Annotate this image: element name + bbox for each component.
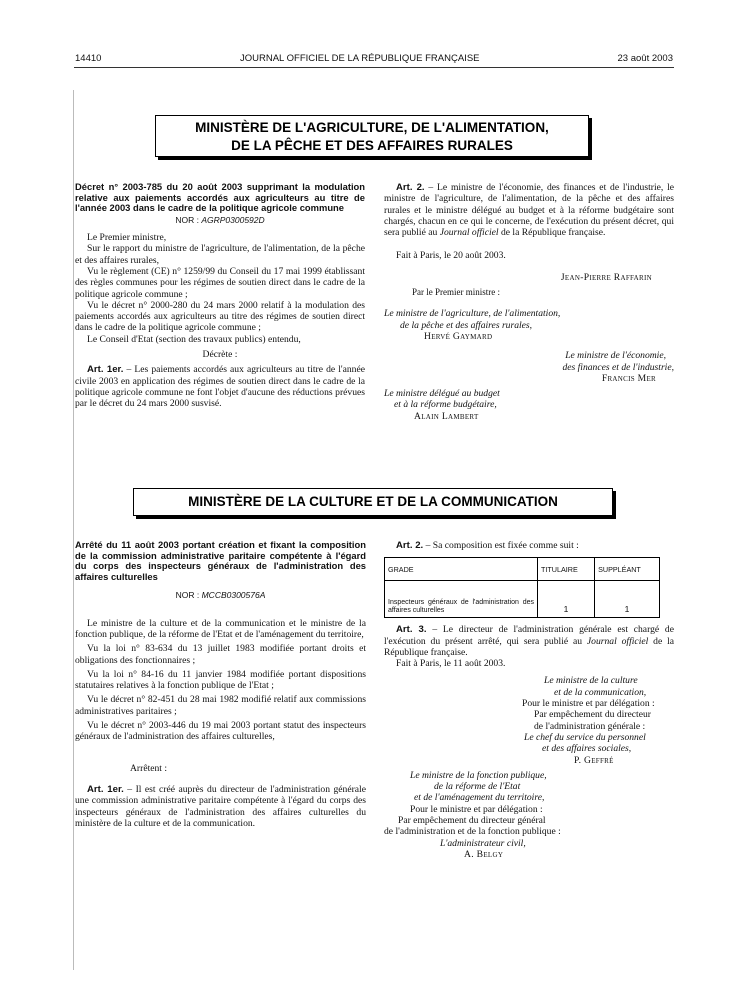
arrete-nor: NOR : MCCB0300576A	[175, 590, 266, 601]
table-header: TITULAIRE	[538, 558, 595, 581]
decree-title: Décret n° 2003-785 du 20 août 2003 supprimant la modulation relative aux paiements accordés aux agriculteurs au titre de l'année 2003 dans le cadre de la politique agricole commune	[75, 181, 365, 214]
arrete-title: Arrêté du 11 août 2003 portant création et fixant la composition de la commission administrative paritaire compétente à l'égard du corps des inspecteurs généraux de l'administration des affaires culturelles	[75, 539, 366, 582]
decree-left-column	[75, 182, 365, 410]
journal-title: JOURNAL OFFICIEL DE LA RÉPUBLIQUE FRANÇAISE	[240, 53, 480, 64]
signature-agriculture: Le ministre de l'agriculture, de l'alimentation, de la pêche et des affaires rurales, Hervé Gaymard	[384, 308, 561, 342]
decree-article-1: Art. 1er. – Les paiements accordés aux agriculteurs au titre de l'année civile 2003 en application des régimes de soutien direct dans le cadre de la politique agricole commune ne font l'objet d'aucune des réductions prévues par le décret du 24 mars 2000 susvisé.	[75, 364, 365, 410]
decree-fait: Fait à Paris, le 20 août 2003.	[396, 250, 506, 262]
table-header: SUPPLÉANT	[595, 558, 660, 581]
signature-budget: Le ministre délégué au budget et à la réforme budgétaire, Alain Lambert	[384, 388, 500, 422]
signature-fonction-publique: Le ministre de la fonction publique, de la réforme de l'Etat et de l'aménagement du territoire, Pour le ministre et par délégation : Par empêchement du directeur général de l'administration et de la fonction publique : L'administrateur civil, A. Belgy	[384, 769, 561, 860]
arrete-article-2: Art. 2. – Sa composition est fixée comme suit :	[396, 540, 579, 551]
decree-para: Sur le rapport du ministre de l'agriculture, de l'alimentation, de la pêche et des affaires rurales,	[75, 243, 365, 266]
ministry-culture-box	[133, 488, 613, 516]
arrete-left-column	[75, 540, 366, 829]
decree-nor: NOR : AGRP0300592D	[175, 214, 265, 225]
arrete-right-column	[384, 540, 674, 860]
decree-para: Le Premier ministre,	[87, 232, 167, 244]
decree-para: Vu le règlement (CE) n° 1259/99 du Conseil du 17 mai 1999 établissant des règles communes pour les régimes de soutien direct dans le cadre de la politique agricole commune ;	[75, 265, 365, 300]
ministry-culture-title: MINISTÈRE DE LA CULTURE ET DE LA COMMUNICATION	[188, 494, 558, 509]
arrete-para: Le ministre de la culture et de la communication et le ministre de la fonction publique, de la réforme de l'Etat et de l'aménagement du territoire,	[75, 617, 366, 640]
arrete-para: Vu le décret n° 82-451 du 28 mai 1982 modifié relatif aux commissions administratives paritaires ;	[75, 694, 366, 717]
arrete-fait: Fait à Paris, le 11 août 2003.	[396, 658, 506, 670]
ministry-agriculture-line2: DE LA PÊCHE ET DES AFFAIRES RURALES	[231, 138, 513, 153]
page-number: 14410	[75, 53, 102, 64]
decree-para: Vu le décret n° 2000-280 du 24 mars 2000 relatif à la modulation des paiements accordés aux agriculteurs au titre des régimes de soutien direct dans le cadre de la politique agricole commune ;	[75, 299, 365, 334]
decree-para: Le Conseil d'Etat (section des travaux publics) entendu,	[87, 333, 301, 345]
composition-table	[384, 557, 660, 618]
decree-article-2: Art. 2. – Le ministre de l'économie, des finances et de l'industrie, le ministre de l'agriculture, de l'alimentation, de la pêche et des affaires rurales et le ministre délégué au budget et à la réforme budgétaire sont chargés, chacun en ce qui le concerne, de l'exécution du présent décret, qui sera publié au Journal officiel de la République française.	[384, 182, 674, 239]
arrete-para: Vu le décret n° 2003-446 du 19 mai 2003 portant statut des inspecteurs généraux de l'administration des affaires culturelles,	[75, 720, 366, 743]
decree-right-column	[384, 182, 674, 422]
arrete-para: Vu la loi n° 84-16 du 11 janvier 1984 modifiée portant dispositions statutaires relatives à la fonction publique de l'Etat ;	[75, 668, 366, 692]
ministry-agriculture-box	[155, 115, 589, 157]
table-cell: 1	[595, 581, 660, 618]
margin-line	[73, 90, 74, 970]
pm-signature: Jean-Pierre Raffarin	[560, 271, 652, 283]
ministry-agriculture-line1: MINISTÈRE DE L'AGRICULTURE, DE L'ALIMENTATION,	[195, 120, 549, 135]
table-cell: Inspecteurs généraux de l'administration des affaires culturelles	[385, 581, 538, 618]
decree-decrete: Décrète :	[202, 349, 238, 361]
par-premier-ministre: Par le Premier ministre :	[412, 287, 500, 298]
table-cell: 1	[538, 581, 595, 618]
table-header: GRADE	[385, 558, 538, 581]
arrete-article-3: Art. 3. – Le directeur de l'administration générale est chargé de l'exécution du présent arrêté, qui sera publié au Journal officiel de la République française.	[384, 624, 674, 658]
header-rule	[74, 67, 674, 68]
arrete-arretent: Arrêtent :	[130, 762, 168, 774]
arrete-article-1: Art. 1er. – Il est créé auprès du directeur de l'administration générale une commission administrative paritaire compétente à l'égard du corps des inspecteurs généraux de l'administration des affaires culturelles du ministère de la culture et de la communication.	[75, 783, 366, 829]
arrete-para: Vu la loi n° 83-634 du 13 juillet 1983 modifiée portant droits et obligations des fonctionnaires ;	[75, 643, 366, 666]
signature-economie: Le ministre de l'économie, des finances et de l'industrie, Francis Mer	[562, 350, 674, 384]
table-row	[385, 581, 660, 618]
table-header-row	[385, 558, 660, 581]
signature-culture: Le ministre de la culture et de la communication, Pour le ministre et par délégation : Par empêchement du directeur de l'administration générale : Le chef du service du personnel et des affaires sociales, P. Geffré	[522, 675, 655, 766]
issue-date: 23 août 2003	[617, 53, 673, 64]
